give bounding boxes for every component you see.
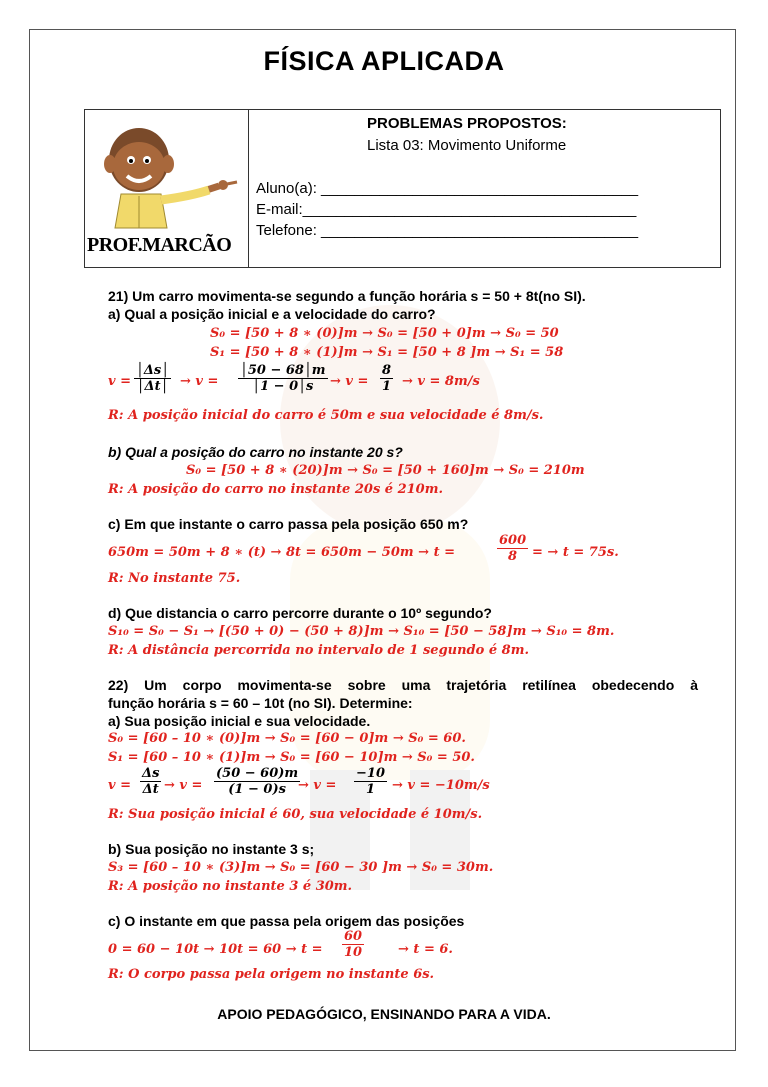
q21c-question: c) Em que instante o carro passa pela posição 650 m? [108, 516, 469, 532]
q21a-v-arrow1: → v = [180, 374, 219, 389]
q22a-frac3 [354, 766, 387, 797]
q22a-frac1 [140, 766, 161, 797]
email-field[interactable]: E-mail:________________________________________ [256, 201, 637, 218]
q22b-answer: R: A posição no instante 3 é 30m. [108, 879, 353, 894]
q21c-frac-den: 8 [508, 549, 518, 564]
q22a-frac2-den: (1 − 0)s [228, 782, 286, 797]
q22c-eq-right: → t = 6. [398, 942, 453, 957]
q22a-v-arrow2: → v = [298, 778, 337, 793]
q21c-frac-num: 600 [499, 533, 527, 548]
q22a-v-arrow1: → v = [164, 778, 203, 793]
q22a-v-result: → v = −10m/s [392, 778, 490, 793]
q21a-eq1: S₀ = [50 + 8 ∗ (0)]m → S₀ = [50 + 0]m → S₀ = 50 [210, 326, 559, 341]
q21d-question: d) Que distancia o carro percorre durante o 10º segundo? [108, 605, 492, 621]
professor-caricature [91, 116, 241, 231]
q21a-frac2 [238, 363, 328, 394]
q22c-answer: R: O corpo passa pela origem no instante 6s. [108, 967, 435, 982]
prof-label: PROF.MARCÃO [87, 234, 232, 256]
q21a-eq2: S₁ = [50 + 8 ∗ (1)]m → S₁ = [50 + 8 ]m → S₁ = 58 [210, 345, 564, 360]
q22a-eq1: S₀ = [60 – 10 ∗ (0)]m → S₀ = [60 − 0]m → S₀ = 60. [108, 731, 466, 746]
q21c-frac [497, 533, 528, 564]
q21a-frac2-den: │1 − 0│s [252, 379, 314, 394]
q21a-frac1-den: │Δt│ [136, 379, 169, 394]
q22a-frac1-num: Δs [142, 766, 160, 781]
q22a-frac2 [214, 766, 300, 797]
q22c-eq-left: 0 = 60 − 10t → 10t = 60 → t = [108, 942, 323, 957]
q22b-eq: S₃ = [60 – 10 ∗ (3)]m → S₀ = [60 − 30 ]m → S₀ = 30m. [108, 860, 494, 875]
q22a-frac2-num: (50 − 60)m [216, 766, 299, 781]
q21a-answer: R: A posição inicial do carro é 50m e sua velocidade é 8m/s. [108, 408, 544, 423]
q22a-question: a) Sua posição inicial e sua velocidade. [108, 713, 371, 729]
q22c-frac-den: 10 [344, 945, 363, 960]
q21b-question: b) Qual a posição do carro no instante 20 s? [108, 444, 403, 460]
header-divider [248, 110, 249, 267]
footer-motto: APOIO PEDAGÓGICO, ENSINANDO PARA A VIDA. [217, 1006, 551, 1022]
q22a-frac3-num: −10 [356, 766, 385, 781]
q22a-eq2: S₁ = [60 – 10 ∗ (1)]m → S₀ = [60 − 10]m → S₀ = 50. [108, 750, 475, 765]
q21a-frac1 [134, 363, 171, 394]
q22c-frac-num: 60 [344, 929, 363, 944]
q22a-answer: R: Sua posição inicial é 60, sua velocidade é 10m/s. [108, 807, 483, 822]
q21a-frac3-den: 1 [382, 379, 392, 394]
q21a-v-arrow2: → v = [330, 374, 369, 389]
q22c-question: c) O instante em que passa pela origem das posições [108, 913, 465, 929]
q21d-answer: R: A distância percorrida no intervalo de 1 segundo é 8m. [108, 643, 529, 658]
student-field[interactable]: Aluno(a): ______________________________________ [256, 180, 639, 197]
phone-field[interactable]: Telefone: ______________________________________ [256, 222, 639, 239]
q21c-answer: R: No instante 75. [108, 571, 241, 586]
q21d-eq: S₁₀ = S₀ − S₁ → [(50 + 0) − (50 + 8)]m → S₁₀ = [50 − 58]m → S₁₀ = 8m. [108, 624, 615, 639]
page-title: FÍSICA APLICADA [263, 46, 505, 76]
q21a-frac2-num: │50 − 68│m [240, 363, 326, 378]
q22b-question: b) Sua posição no instante 3 s; [108, 841, 315, 857]
q22c-frac [342, 929, 364, 960]
q21b-answer: R: A posição do carro no instante 20s é 210m. [108, 482, 444, 497]
q22-statement-line1: 22) Um corpo movimenta-se sobre uma trajetória retilínea obedecendo à [108, 677, 698, 693]
q21a-v-lhs: v = [108, 374, 131, 389]
list-name: Lista 03: Movimento Uniforme [367, 137, 567, 154]
q21a-v-result: → v = 8m/s [402, 374, 480, 389]
q21a-frac3 [380, 363, 393, 394]
q22a-frac3-den: 1 [365, 782, 376, 797]
q22a-v-lhs: v = [108, 778, 131, 793]
problems-title: PROBLEMAS PROPOSTOS: [367, 115, 567, 132]
q21c-eq-right: = → t = 75s. [532, 545, 619, 560]
header-box [84, 109, 721, 268]
q21c-eq-left: 650m = 50m + 8 ∗ (t) → 8t = 650m − 50m → t = [108, 545, 456, 560]
q22a-frac1-den: Δt [142, 782, 159, 797]
q22-statement-line2: função horária s = 60 – 10t (no SI). Determine: [108, 695, 413, 711]
q21-statement: 21) Um carro movimenta-se segundo a função horária s = 50 + 8t(no SI). [108, 288, 586, 304]
q21a-frac1-num: │Δs│ [136, 363, 170, 378]
q21b-eq: S₀ = [50 + 8 ∗ (20)]m → S₀ = [50 + 160]m → S₀ = 210m [186, 463, 585, 478]
q21a-frac3-num: 8 [382, 363, 392, 378]
q21a-question: a) Qual a posição inicial e a velocidade do carro? [108, 306, 436, 322]
